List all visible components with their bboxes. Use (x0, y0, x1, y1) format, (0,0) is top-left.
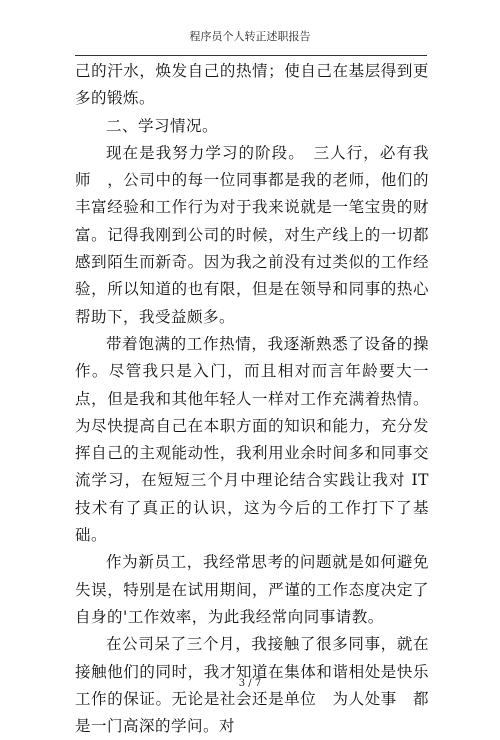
section-heading-study: 二、学习情况。 (106, 116, 219, 135)
paragraph: 在公司呆了三个月，我接触了很多同事，就在接触他们的同时，我才知道在集体和谐相处是快乐工作的保证。无论是社会还是单位 为人处事 都是一门高深的学问。对 (75, 635, 429, 736)
paragraph: 作为新员工，我经常思考的问题就是如何避免失误，特别是在试用期间，严谨的工作态度决定了自身的'工作效率，为此我经常向同事请教。 (75, 553, 429, 626)
page-header-title: 程序员个人转正述职报告 (189, 30, 311, 43)
paragraph-continuation: 己的汗水，焕发自己的热情；使自己在基层得到更多的锻炼。 (75, 62, 429, 108)
document-body (75, 58, 429, 740)
page-number: 3 / 7 (238, 678, 262, 689)
paragraph: 带着饱满的工作热情，我逐渐熟悉了设备的操作。尽管我只是入门，而且相对而言年龄要大一点，但是我和其他年轻人一样对工作充满着热情。为尽快提高自己在本职方面的知识和能力，充分发挥自己的主观能动性，我利用业余时间多和同事交流学习，在短短三个月中理论结合实践让我对 IT 技术有了真正的认识，这为今后的工作打下了基础。 (75, 334, 429, 545)
header-divider (75, 55, 427, 56)
paragraph: 现在是我努力学习的阶段。 三人行，必有我师 ，公司中的每一位同事都是我的老师，他们的丰富经验和工作行为对于我来说就是一笔宝贵的财富。记得我刚到公司的时候，对生产线上的一切都感到陌生而新奇。因为我之前没有过类似的工作经验，所以知道的也有限，但是在领导和同事的热心帮助下，我受益颇多。 (75, 143, 429, 326)
